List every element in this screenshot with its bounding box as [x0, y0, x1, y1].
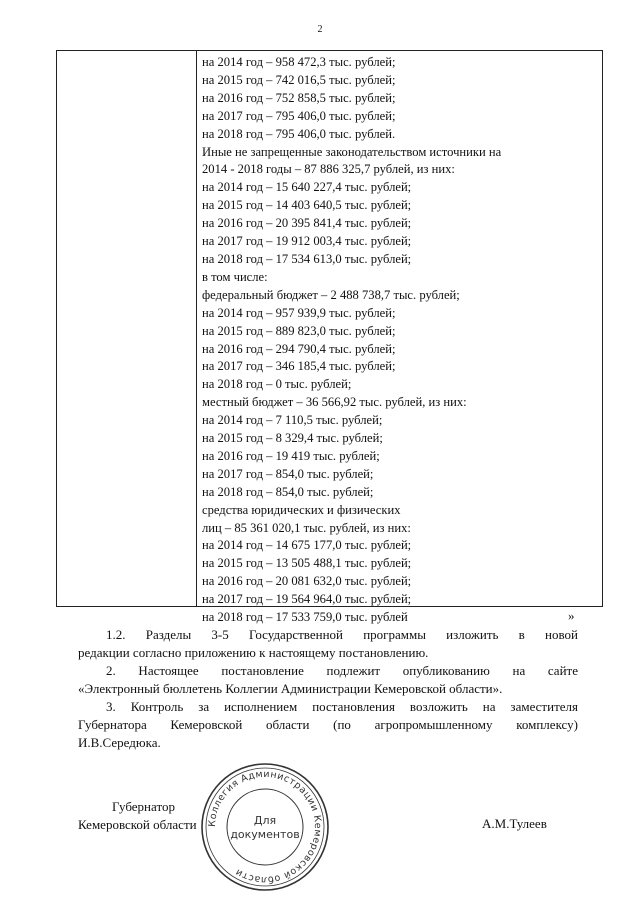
table-line: на 2017 год – 19 912 003,4 тыс. рублей; — [202, 234, 412, 249]
table-line: на 2014 год – 15 640 227,4 тыс. рублей; — [202, 180, 412, 195]
table-column-divider — [196, 51, 197, 606]
table-line: на 2017 год – 19 564 964,0 тыс. рублей; — [202, 592, 412, 607]
table-line: на 2018 год – 854,0 тыс. рублей; — [202, 484, 374, 499]
paragraph-line: 2. Настоящее постановление подлежит опубликованию на сайте — [106, 663, 578, 678]
paragraph-line: «Электронный бюллетень Коллегии Администрации Кемеровской области». — [78, 681, 503, 696]
paragraph-line: Губернатора Кемеровской области (по агропромышленному комплексу) — [78, 717, 578, 732]
table-line: на 2014 год – 958 472,3 тыс. рублей; — [202, 55, 396, 69]
table-content-cell — [202, 54, 597, 627]
page-number: 2 — [317, 24, 323, 35]
signatory-title-line: Кемеровской области — [78, 817, 197, 832]
seal-center-line: Для — [253, 814, 277, 827]
table-line: на 2014 год – 957 939,9 тыс. рублей; — [202, 305, 396, 320]
seal-center-ring — [227, 789, 303, 865]
signatory-title — [78, 798, 197, 834]
table-line: на 2016 год – 20 395 841,4 тыс. рублей; — [202, 216, 412, 231]
paragraph-control — [78, 698, 578, 752]
table-line: на 2016 год – 294 790,4 тыс. рублей; — [202, 341, 396, 356]
table-line: на 2015 год – 8 329,4 тыс. рублей; — [202, 431, 383, 446]
table-line: федеральный бюджет – 2 488 738,7 тыс. рублей; — [202, 287, 460, 302]
table-line: на 2018 год – 0 тыс. рублей; — [202, 377, 352, 392]
table-line: на 2017 год – 346 185,4 тыс. рублей; — [202, 359, 396, 374]
paragraph-line: 3. Контроль за исполнением постановления возложить на заместителя — [106, 699, 578, 714]
table-line: на 2015 год – 742 016,5 тыс. рублей; — [202, 72, 396, 87]
table-line: 2014 - 2018 годы – 87 886 325,7 рублей, из них: — [202, 162, 455, 177]
closing-quote: » — [568, 608, 575, 623]
table-line: в том числе: — [202, 269, 268, 284]
table-line: на 2018 год – 17 533 759,0 тыс. рублей — [202, 610, 408, 625]
table-line: на 2016 год – 752 858,5 тыс. рублей; — [202, 90, 396, 105]
table-line: на 2015 год – 889 823,0 тыс. рублей; — [202, 323, 396, 338]
table-line: на 2016 год – 20 081 632,0 тыс. рублей; — [202, 574, 412, 589]
table-line: на 2017 год – 854,0 тыс. рублей; — [202, 466, 374, 481]
seal-ring-text: Коллегия Администрации Кемеровской области — [206, 768, 324, 886]
paragraph-line: 1.2. Разделы 3-5 Государственной программы изложить в новой — [106, 627, 578, 642]
table-line: на 2014 год – 14 675 177,0 тыс. рублей; — [202, 538, 412, 553]
table-line: на 2015 год – 13 505 488,1 тыс. рублей; — [202, 556, 412, 571]
seal-outer-ring — [202, 764, 328, 890]
table-line: на 2018 год – 17 534 613,0 тыс. рублей; — [202, 251, 412, 266]
paragraph-line: И.В.Середюка. — [78, 735, 161, 750]
table-line: Иные не запрещенные законодательством источники на — [202, 144, 502, 159]
official-seal-stamp — [198, 762, 332, 892]
signatory-title-line: Губернатор — [112, 799, 175, 814]
table-line: на 2017 год – 795 406,0 тыс. рублей; — [202, 108, 396, 123]
table-line: лиц – 85 361 020,1 тыс. рублей, из них: — [202, 520, 411, 535]
table-line: на 2018 год – 795 406,0 тыс. рублей. — [202, 126, 396, 141]
seal-center-line: документов — [230, 828, 300, 841]
seal-inner-ring — [206, 768, 324, 886]
signatory-name: А.М.Тулеев — [482, 816, 547, 831]
program-funding-table — [56, 50, 603, 625]
paragraph-publication — [78, 662, 578, 698]
table-line: на 2014 год – 7 110,5 тыс. рублей; — [202, 413, 383, 428]
table-line: средства юридических и физических — [202, 502, 401, 517]
paragraph-sections-update — [78, 626, 578, 662]
paragraph-line: редакции согласно приложению к настоящему постановлению. — [78, 645, 429, 660]
table-line: местный бюджет – 36 566,92 тыс. рублей, из них: — [202, 395, 467, 410]
table-line: на 2016 год – 19 419 тыс. рублей; — [202, 448, 380, 463]
table-line: на 2015 год – 14 403 640,5 тыс. рублей; — [202, 198, 412, 213]
